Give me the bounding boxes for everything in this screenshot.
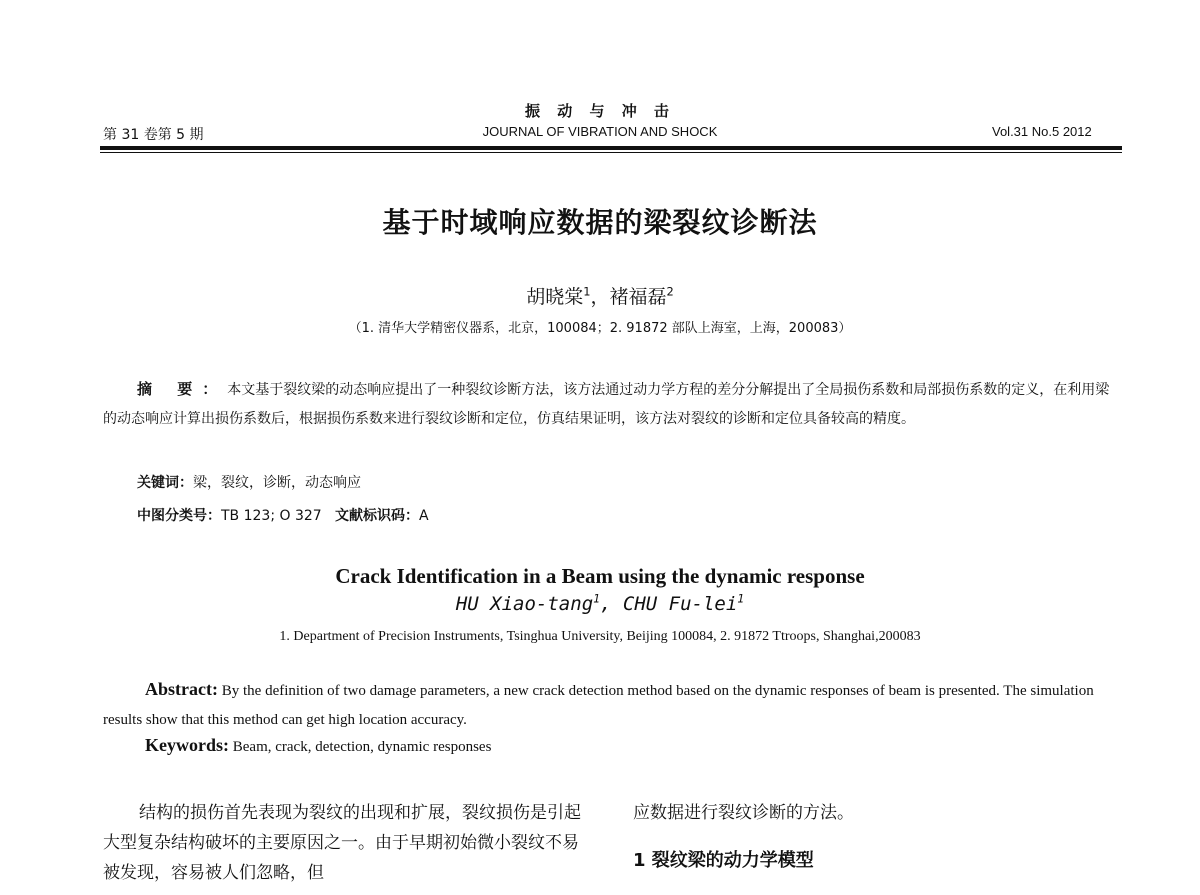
keywords-label-en: Keywords:: [145, 735, 229, 755]
keywords-text-en: Beam, crack, detection, dynamic responses: [232, 739, 492, 755]
abstract-cn: [103, 375, 1121, 434]
class-value: TB 123; O 327: [221, 508, 322, 524]
abstract-label-cn: 摘 要：: [137, 380, 228, 398]
author-separator: ,: [600, 593, 623, 615]
journal-name-en: JOURNAL OF VIBRATION AND SHOCK: [482, 124, 718, 139]
journal-name-cn: 振 动 与 冲 击: [525, 102, 675, 120]
abstract-en: [103, 675, 1121, 735]
section-heading: 1 裂纹梁的动力学模型: [633, 850, 814, 871]
classification-cn: [137, 505, 429, 525]
author-name: 褚福磊: [609, 286, 667, 308]
keywords-text-cn: 梁，裂纹，诊断，动态响应: [193, 475, 361, 491]
author-affil-mark: 2: [666, 284, 674, 299]
body-paragraph-right: 应数据进行裂纹诊断的方法。: [633, 803, 854, 823]
author-name: HU Xiao-tang: [455, 593, 594, 615]
author-affil-mark: 1: [737, 591, 745, 606]
header-rule-thin: [100, 152, 1122, 153]
abstract-text-en: By the definition of two damage parameters, a new crack detection method based on the dynamic responses of beam is presented. The simulation results show that this method can get high location accuracy.: [103, 683, 1094, 728]
author-separator: ，: [590, 286, 610, 308]
author-name: CHU Fu-lei: [622, 593, 738, 615]
doc-code-value: A: [419, 508, 429, 524]
abstract-label-en: Abstract:: [145, 679, 218, 699]
paper-title-cn: 基于时域响应数据的梁裂纹诊断法: [382, 206, 818, 239]
authors-en: [0, 593, 1200, 615]
keywords-en: [145, 735, 491, 756]
affiliation-cn: （1. 清华大学精密仪器系，北京，100084；2. 91872 部队上海室，上海，200083）: [348, 321, 852, 336]
class-label: 中图分类号：: [137, 508, 221, 524]
body-paragraph-left: 结构的损伤首先表现为裂纹的出现和扩展，裂纹损伤是引起大型复杂结构破坏的主要原因之一。由于早期初始微小裂纹不易被发现，容易被人们忽略，但: [103, 803, 581, 883]
author-name: 胡晓棠: [526, 286, 584, 308]
paper-title-en: Crack Identification in a Beam using the dynamic response: [335, 564, 865, 588]
keywords-label-cn: 关键词：: [137, 475, 193, 491]
header-rule-thick: [100, 146, 1122, 150]
author-affil-mark: 1: [593, 591, 600, 606]
keywords-cn: [137, 472, 361, 492]
affiliation-en: 1. Department of Precision Instruments, Tsinghua University, Beijing 100084, 2. 91872 Ttroops, Shanghai,200083: [279, 629, 921, 644]
abstract-text-cn: 本文基于裂纹梁的动态响应提出了一种裂纹诊断方法，该方法通过动力学方程的差分分解提出了全局损伤系数和局部损伤系数的定义，在利用梁的动态响应计算出损伤系数后，根据损伤系数来进行裂纹诊断和定位，仿真结果证明，该方法对裂纹的诊断和定位具备较高的精度。: [103, 382, 1110, 427]
author-affil-mark: 1: [583, 284, 591, 299]
authors-cn: [0, 282, 1200, 309]
doc-code-label: 文献标识码：: [335, 508, 420, 524]
volume-info: Vol.31 No.5 2012: [992, 124, 1092, 139]
issue-info-cn: 第 31 卷第 5 期: [103, 127, 204, 143]
